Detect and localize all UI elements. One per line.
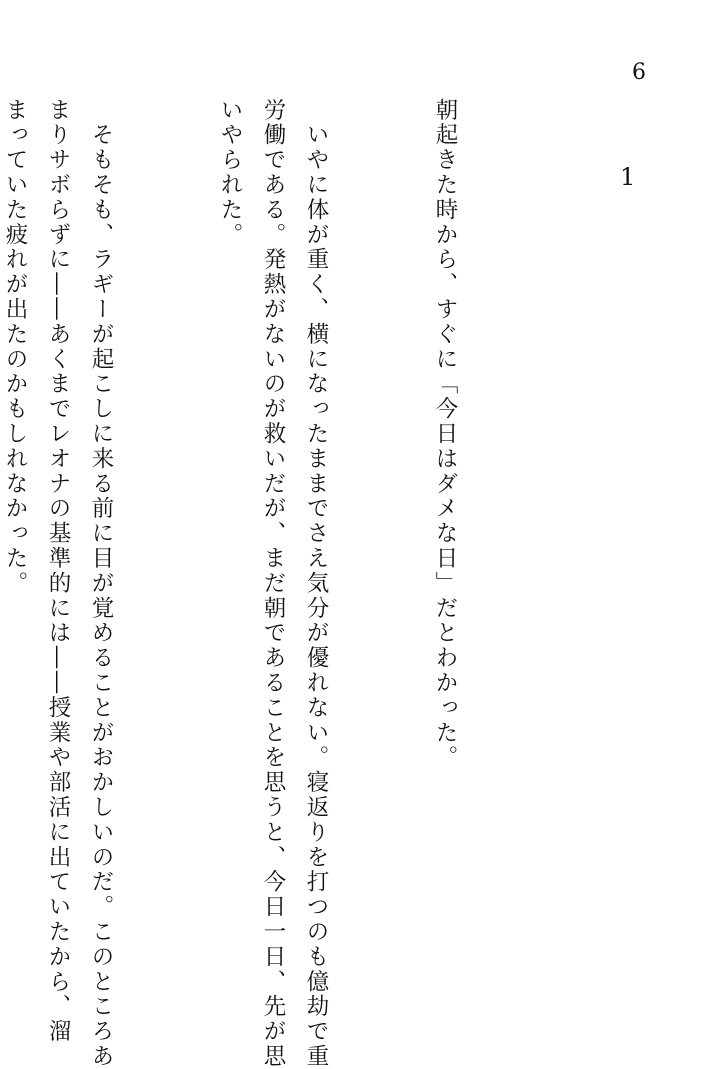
paragraph: いやに体が重く、横になったままでさえ気分が優れない。寝返りを打つのも億劫で重 労働である。発熱がないのが救いだが、まだ朝であることを思うと、今日一日、先が思 いやられた。 (217, 98, 329, 1069)
page-number: 6 (632, 60, 646, 85)
paragraph: そもそも、ラギーが起こしに来る前に目が覚めることがおかしいのだ。このところあ まりサボらずに――あくまでレオナの基準的には――授業や部活に出ていたから、溜 まっていた疲れが出たのかもしれなかった。 (2, 98, 114, 1069)
body-text (0, 98, 552, 1069)
paragraph: 朝起きた時から、すぐに「今日はダメな日」だとわかった。 (432, 98, 458, 771)
chapter-number: 1 (620, 163, 636, 191)
